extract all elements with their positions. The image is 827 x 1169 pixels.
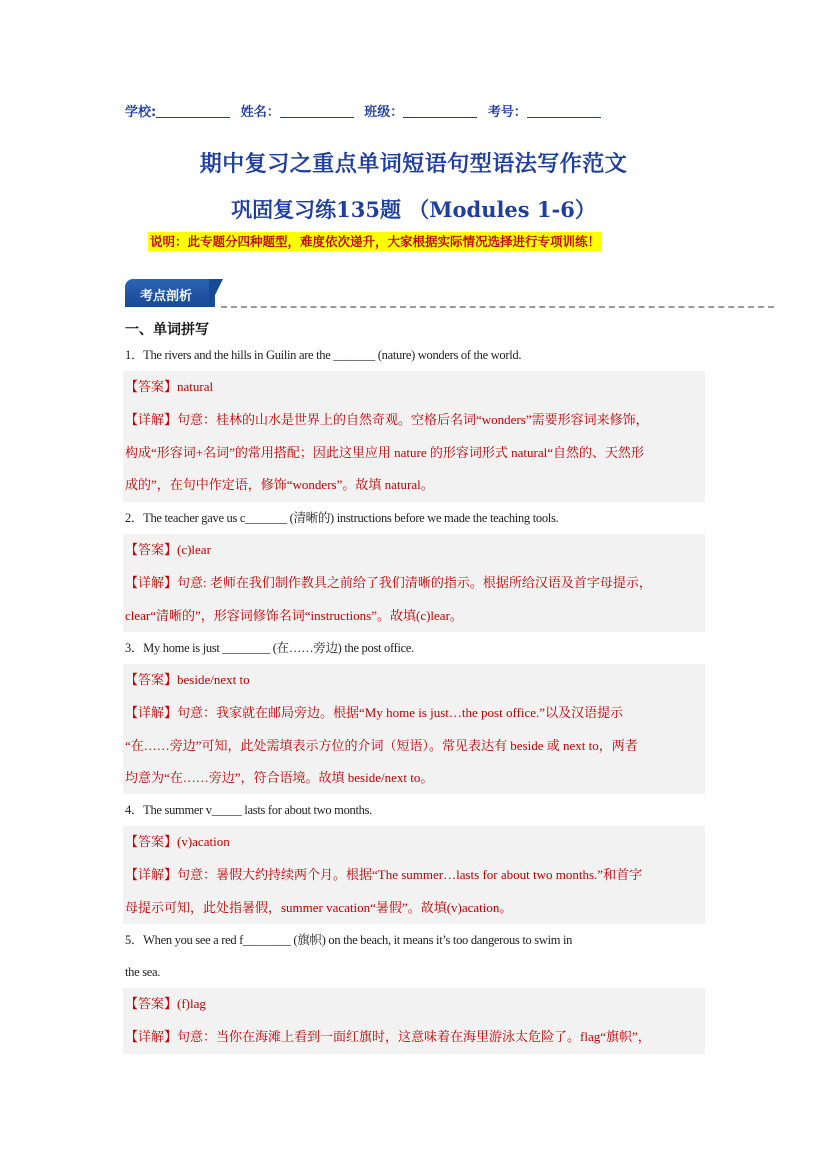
document-title-line1: 期中复习之重点单词短语句型语法写作范文 [199, 151, 628, 177]
detail-line: 【详解】句意：桂林的山水是世界上的自然奇观。空格后名词“wonders”需要形容词来修饰， [125, 412, 649, 427]
dashed-divider [221, 306, 774, 308]
detail-line: 构成“形容词+名词”的常用搭配；因此这里应用 nature 的形容词形式 natural“自然的、天然形 [125, 444, 644, 460]
document-title-line2: 巩固复习练135题 （Modules 1-6） [231, 197, 596, 222]
number-blank [527, 105, 601, 118]
answer-5: 【答案】(f)lag [125, 996, 206, 1011]
school-label: 学校: [125, 105, 157, 120]
school-blank [156, 105, 230, 118]
class-label: 班级： [364, 105, 404, 120]
detail-line: 均意为“在……旁边”，符合语境。故填 beside/next to。 [125, 770, 434, 785]
detail-line: “在……旁边”可知，此处需填表示方位的介词（短语）。常见表达有 beside 或 next to，两者 [125, 737, 638, 753]
detail-line: 母提示可知，此处指暑假，summer vacation“暑假”。故填(v)acation。 [125, 899, 513, 915]
detail-line: clear“清晰的”，形容词修饰名词“instructions”。故填(c)lear。 [125, 607, 463, 623]
question-1: 1．The rivers and the hills in Guilin are the _______ (nature) wonders of the world. [125, 348, 522, 362]
class-blank [403, 105, 477, 118]
instruction-note: 说明：此专题分四种题型，难度依次递升，大家根据实际情况选择进行专项训练！ [150, 234, 601, 249]
detail-line: 【详解】句意：我家就在邮局旁边。根据“My home is just…the post office.”以及汉语提示 [125, 705, 624, 720]
section-heading: 一、单词拼写 [125, 322, 209, 338]
question-2: 2．The teacher gave us c_______ (清晰的) instructions before we made the teaching tools. [125, 511, 559, 525]
section-tab-label: 考点剖析 [140, 289, 193, 304]
question-5 [125, 924, 705, 988]
name-blank [280, 105, 354, 118]
answer-4: 【答案】(v)acation [125, 834, 230, 849]
student-info-line [125, 101, 685, 120]
question-3: 3．My home is just ________ (在……旁边) the post office. [125, 641, 414, 655]
detail-4 [125, 859, 705, 924]
question-line: the sea. [125, 965, 161, 979]
tab-slant [209, 279, 223, 307]
section-tab-banner [125, 279, 775, 309]
question-4: 4．The summer v_____ lasts for about two months. [125, 803, 372, 817]
detail-line: 【详解】句意：暑假大约持续两个月。根据“The summer…lasts for about two months.”和首字 [125, 867, 643, 882]
detail-2 [125, 567, 705, 632]
number-label: 考号： [487, 105, 527, 120]
detail-1 [125, 404, 705, 502]
answer-1: 【答案】natural [125, 379, 214, 394]
detail-line: 【详解】句意：当你在海滩上看到一面红旗时，这意味着在海里游泳太危险了。flag“旗帜”， [125, 1029, 651, 1044]
name-label: 姓名： [240, 105, 280, 120]
detail-3 [125, 697, 705, 795]
detail-5 [125, 1021, 705, 1054]
question-line: 5．When you see a red f________ (旗帜) on the beach, it means it’s too dangerous to swim in [125, 933, 573, 947]
detail-line: 【详解】句意: 老师在我们制作教具之前给了我们清晰的指示。根据所给汉语及首字母提示， [125, 575, 652, 590]
answer-3: 【答案】beside/next to [125, 672, 250, 687]
detail-line: 成的”，在句中作定语，修饰“wonders”。故填 natural。 [125, 477, 434, 492]
answer-2: 【答案】(c)lear [125, 542, 211, 557]
